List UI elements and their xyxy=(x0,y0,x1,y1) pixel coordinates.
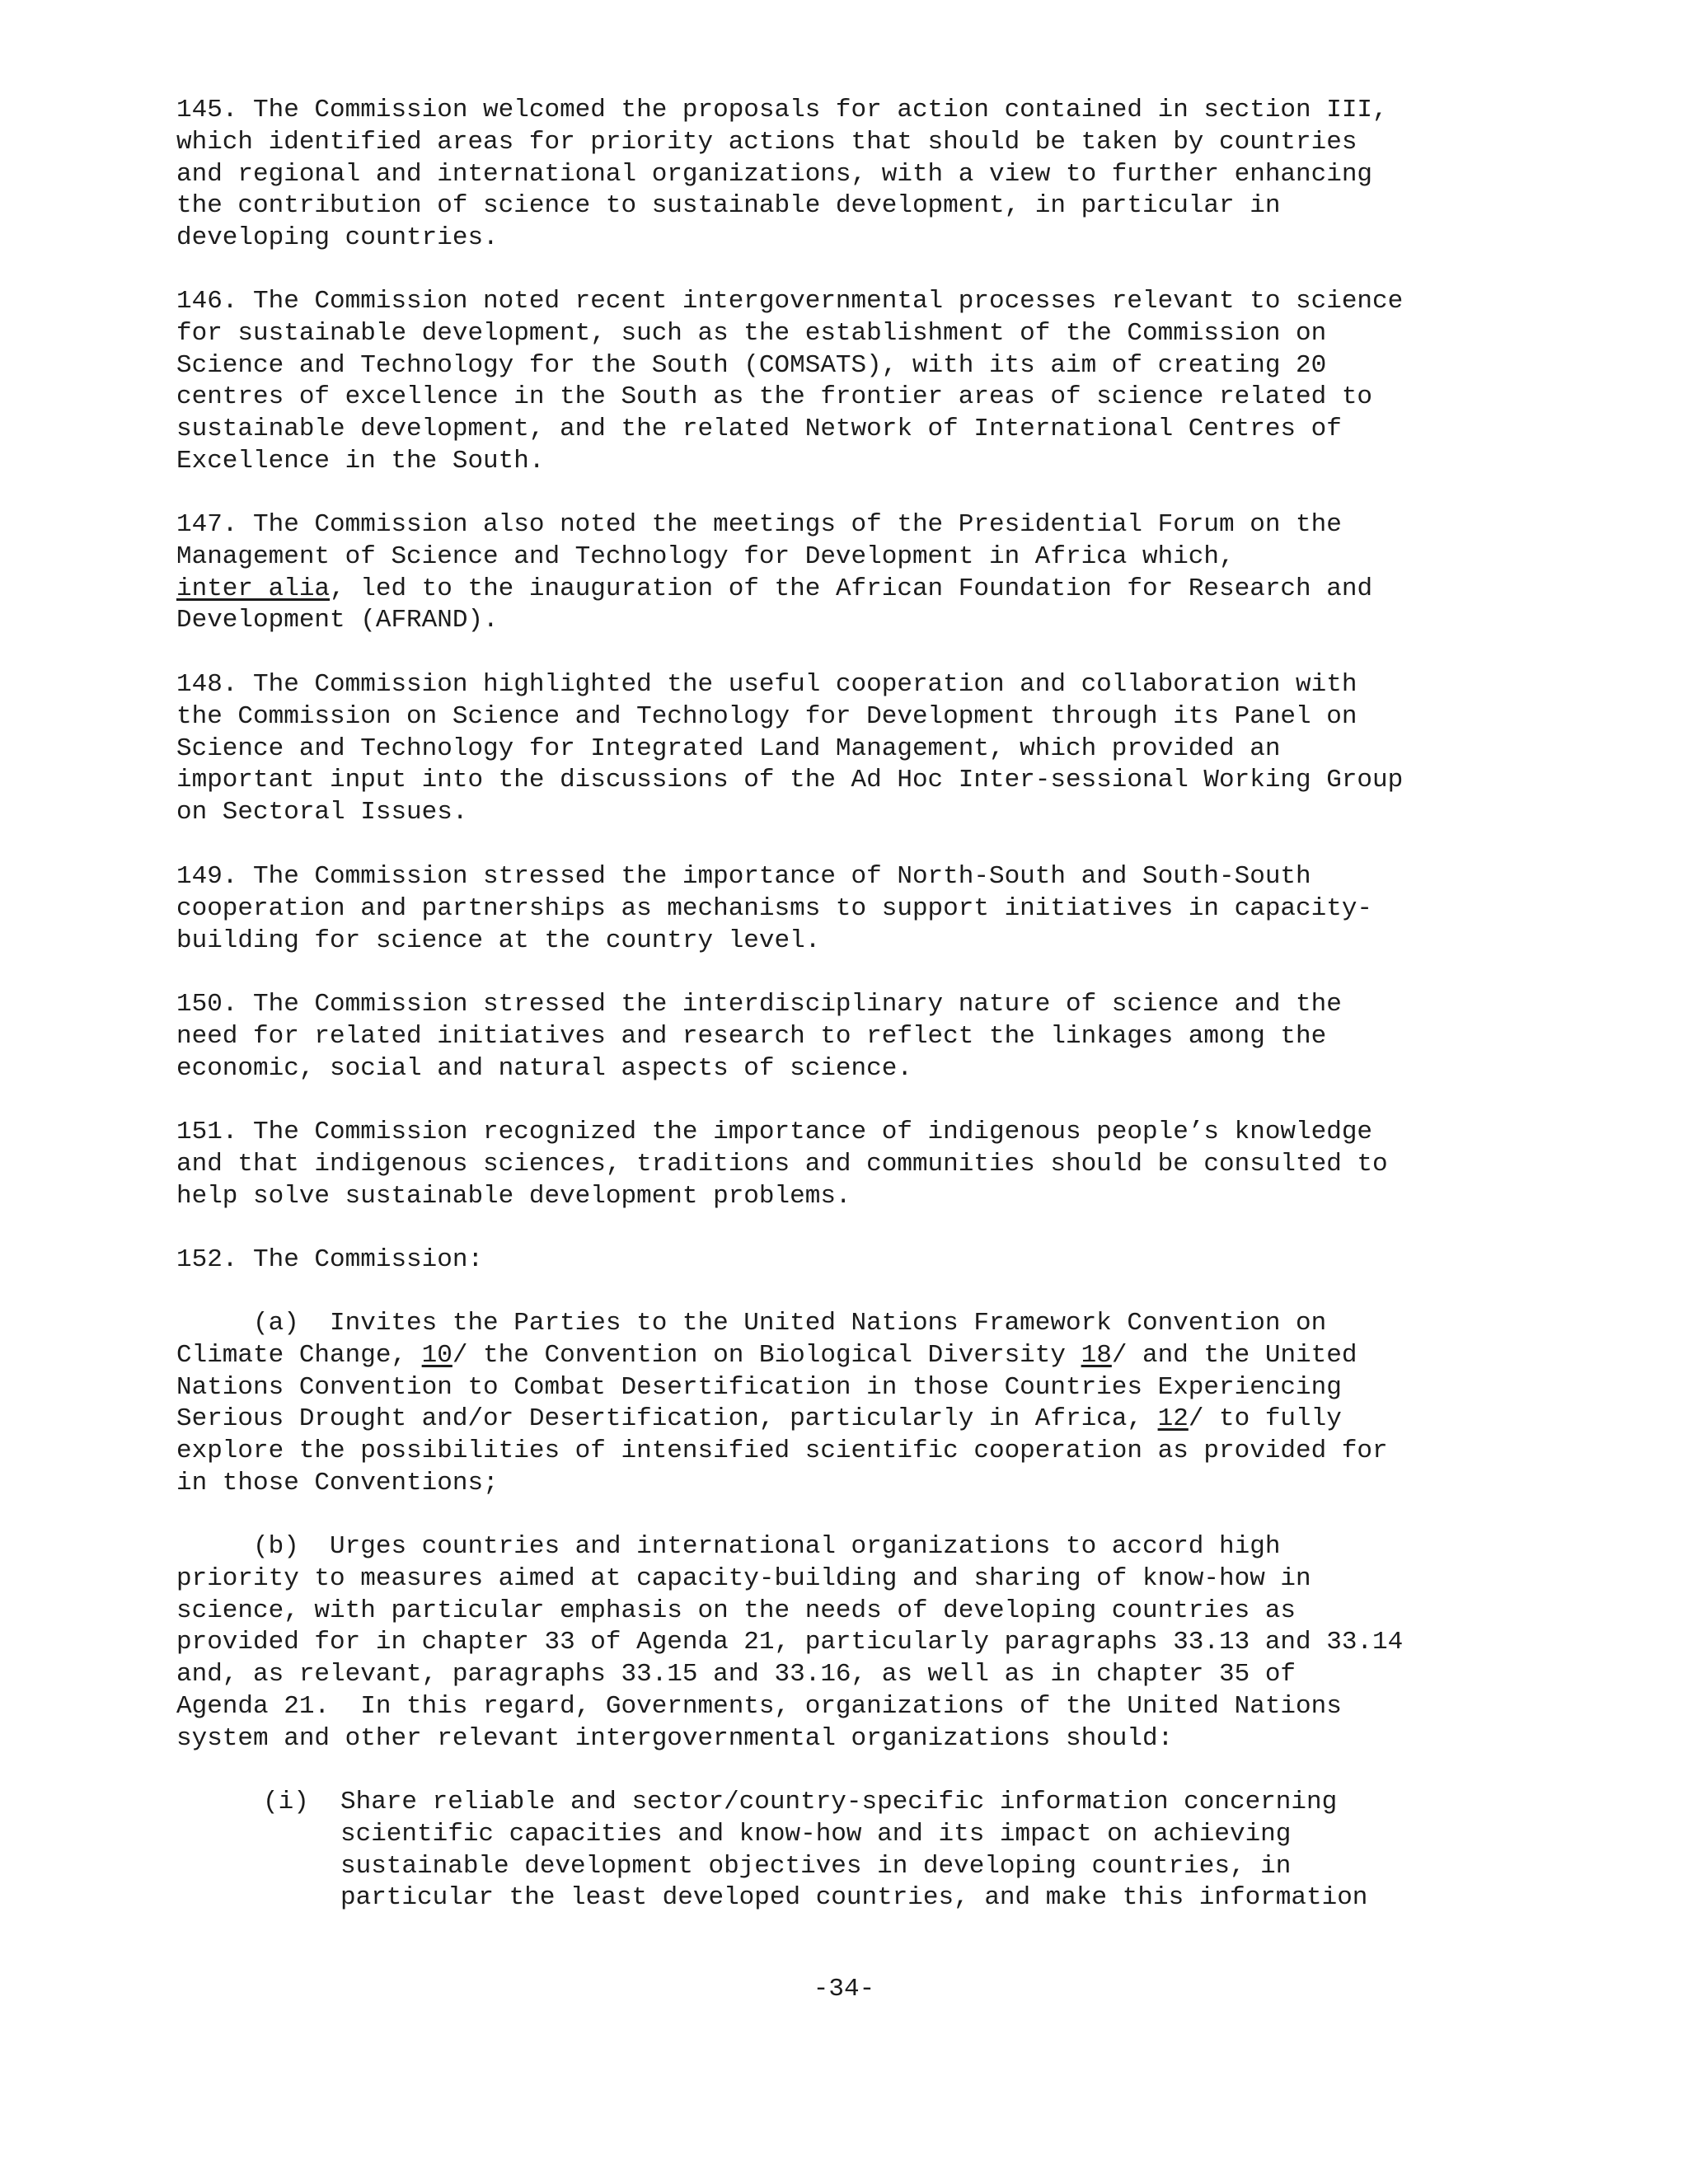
paragraph-146: 146. The Commission noted recent intergovernmental processes relevant to science for sustainable development, such as the establishment of the Commission on Science and Technology for the South (COMSATS), with its aim of creating 20 centres of excellence in the South as the frontier areas of science related to sustainable development, and the related Network of International Centres of Excellence in the South. xyxy=(176,287,1404,476)
item-i: Share reliable and sector/country-specific information concerning scientific capacities and know-how and its impact on achieving sustainable development objectives in developing countries, in particular the least developed countries, and make this information xyxy=(340,1788,1368,1913)
item-i-label: (i) xyxy=(263,1788,309,1816)
paragraph-151: 151. The Commission recognized the importance of indigenous people’s knowledge and that indigenous sciences, traditions and communities should be consulted to help solve sustainable development problems. xyxy=(176,1118,1388,1211)
footnote-ref-12: 12 xyxy=(1157,1404,1189,1434)
paragraph-147: 147. The Commission also noted the meetings of the Presidential Forum on the Management of Science and Technology for Development in Africa which, inter alia, led to the inauguration of the African Foundation for Research and Development (AFRAND). xyxy=(176,510,1373,635)
paragraph-152: 152. The Commission: xyxy=(176,1245,484,1274)
item-a: (a) Invites the Parties to the United Nations Framework Convention on Climate Change, 10/ the Convention on Biological Diversity 18/ and the United Nations Convention to Combat Desertification in those Countries Experiencing Serious Drought and/or Desertification, particularly in Africa, 12/ to fully explore the possibilities of intensified scientific cooperation as provided for in those Conventions; xyxy=(176,1309,1388,1497)
footnote-ref-10: 10 xyxy=(421,1340,452,1370)
item-b: (b) Urges countries and international organizations to accord high priority to measures aimed at capacity-building and sharing of know-how in science, with particular emphasis on the needs of developing countries as provided for in chapter 33 of Agenda 21, particularly paragraphs 33.13 and 33.14 and, as relevant, paragraphs 33.15 and 33.16, as well as in chapter 35 of Agenda 21. In this regard, Governments, organizations of the United Nations system and other relevant intergovernmental organizations should: xyxy=(176,1532,1404,1753)
page-number: -34- xyxy=(813,1975,875,2004)
paragraph-145: 145. The Commission welcomed the proposals for action contained in section III, which identified areas for priority actions that should be taken by countries and regional and international organizations, with a view to further enhancing the contribution of science to sustainable development, in particular in developing countries. xyxy=(176,96,1388,253)
inter-alia-underlined: inter alia xyxy=(176,574,331,603)
paragraph-149: 149. The Commission stressed the importance of North-South and South-South cooperation and partnerships as mechanisms to support initiatives in capacity- building for science at the country level. xyxy=(176,862,1373,955)
paragraph-150: 150. The Commission stressed the interdisciplinary nature of science and the need for related initiatives and research to reflect the linkages among the economic, social and natural aspects of science. xyxy=(176,990,1342,1083)
paragraph-148: 148. The Commission highlighted the useful cooperation and collaboration with the Commission on Science and Technology for Development through its Panel on Science and Technology for Integrated Land Management, which provided an important input into the discussions of the Ad Hoc Inter-sessional Working Group on Sectoral Issues. xyxy=(176,670,1404,827)
footnote-ref-18: 18 xyxy=(1081,1340,1112,1370)
